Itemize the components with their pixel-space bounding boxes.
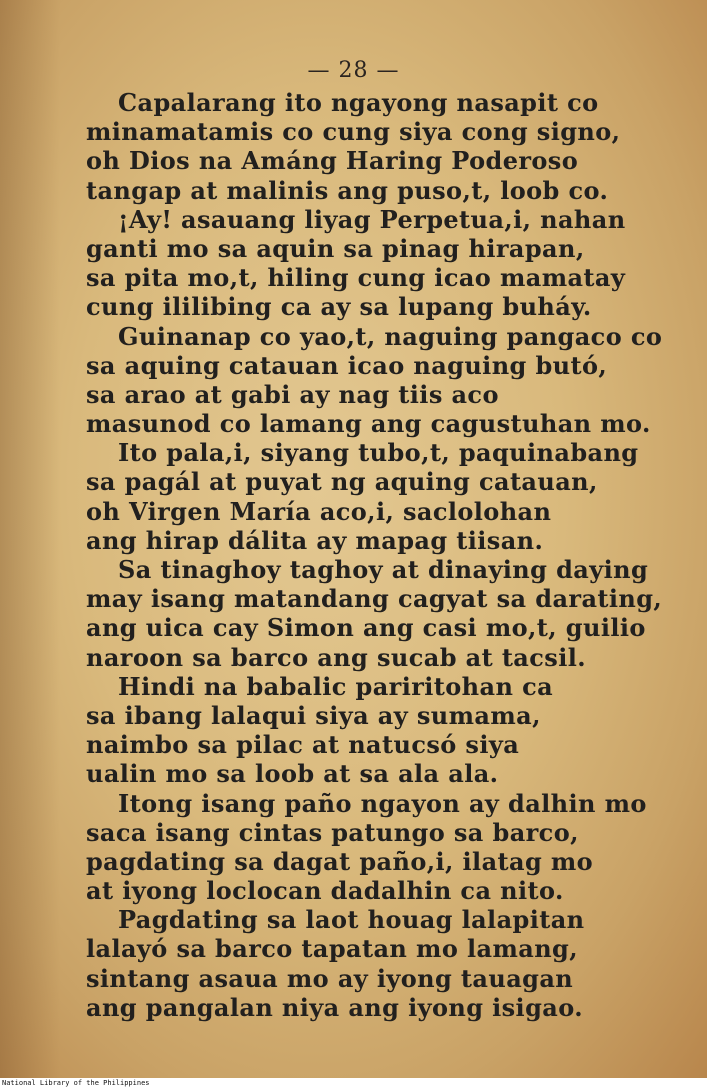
stanza bbox=[86, 205, 686, 322]
verse-line: oh Dios na Amáng Haring Poderoso bbox=[86, 146, 579, 176]
verse-line: sa arao at gabi ay nag tiis aco bbox=[86, 379, 499, 409]
verse-line: ang pangalan niya ang iyong isigao. bbox=[86, 992, 583, 1022]
verse-line: ualin mo sa loob at sa ala ala. bbox=[86, 759, 499, 789]
stanza bbox=[86, 789, 686, 906]
verse-line: sa pagál at puyat ng aquing catauan, bbox=[86, 467, 598, 497]
verse-line: sintang asaua mo ay iyong tauagan bbox=[86, 963, 574, 993]
verse-line: Itong isang paño ngayon ay dalhin mo bbox=[118, 788, 647, 818]
verse-line: saca isang cintas patungo sa barco, bbox=[86, 817, 579, 847]
verse-line: naimbo sa pilac at natucsó siya bbox=[86, 730, 520, 760]
page-edge-shadow bbox=[0, 0, 60, 1078]
verse-line: ang hirap dálita ay mapag tiisan. bbox=[86, 525, 544, 555]
verse-line: Guinanap co yao,t, naguing pangaco co bbox=[118, 321, 663, 351]
verse-line: ganti mo sa aquin sa pinag hirapan, bbox=[86, 233, 585, 263]
stanza bbox=[86, 438, 686, 555]
verse-line: sa ibang lalaqui siya ay sumama, bbox=[86, 700, 541, 730]
verse-line: at iyong loclocan dadalhin ca nito. bbox=[86, 876, 564, 906]
verse-line: Hindi na babalic pariritohan ca bbox=[118, 671, 554, 701]
verse-line: masunod co lamang ang cagustuhan mo. bbox=[86, 409, 651, 439]
verse-line: cung ililibing ca ay sa lupang buháy. bbox=[86, 292, 592, 322]
stanza bbox=[86, 672, 686, 789]
verse-line: naroon sa barco ang sucab at tacsil. bbox=[86, 642, 586, 672]
page-number: — 28 — bbox=[307, 58, 400, 83]
stanza bbox=[86, 322, 686, 439]
verse-line: Ito pala,i, siyang tubo,t, paquinabang bbox=[118, 438, 639, 468]
verse-line: tangap at malinis ang puso,t, loob co. bbox=[86, 175, 609, 205]
poem-body bbox=[86, 88, 686, 1022]
library-credit: National Library of the Philippines bbox=[2, 1079, 150, 1087]
verse-line: Capalarang ito ngayong nasapit co bbox=[118, 88, 599, 117]
verse-line: pagdating sa dagat paño,i, ilatag mo bbox=[86, 846, 594, 876]
verse-line: minamatamis co cung siya cong signo, bbox=[86, 117, 621, 147]
verse-line: ¡Ay! asauang liyag Perpetua,i, nahan bbox=[118, 204, 626, 234]
stanza bbox=[86, 555, 686, 672]
verse-line: sa aquing catauan icao naguing butó, bbox=[86, 350, 608, 380]
verse-line: Pagdating sa laot houag lalapitan bbox=[118, 905, 585, 935]
stanza bbox=[86, 905, 686, 1022]
verse-line: sa pita mo,t, hiling cung icao mamatay bbox=[86, 263, 626, 293]
verse-line: may isang matandang cagyat sa darating, bbox=[86, 584, 663, 614]
verse-line: ang uica cay Simon ang casi mo,t, guilio bbox=[86, 613, 646, 643]
verse-line: oh Virgen María aco,i, saclolohan bbox=[86, 496, 552, 526]
stanza bbox=[86, 88, 686, 205]
verse-line: Sa tinaghoy taghoy at dinaying daying bbox=[118, 555, 649, 584]
verse-line: lalayó sa barco tapatan mo lamang, bbox=[86, 934, 578, 964]
